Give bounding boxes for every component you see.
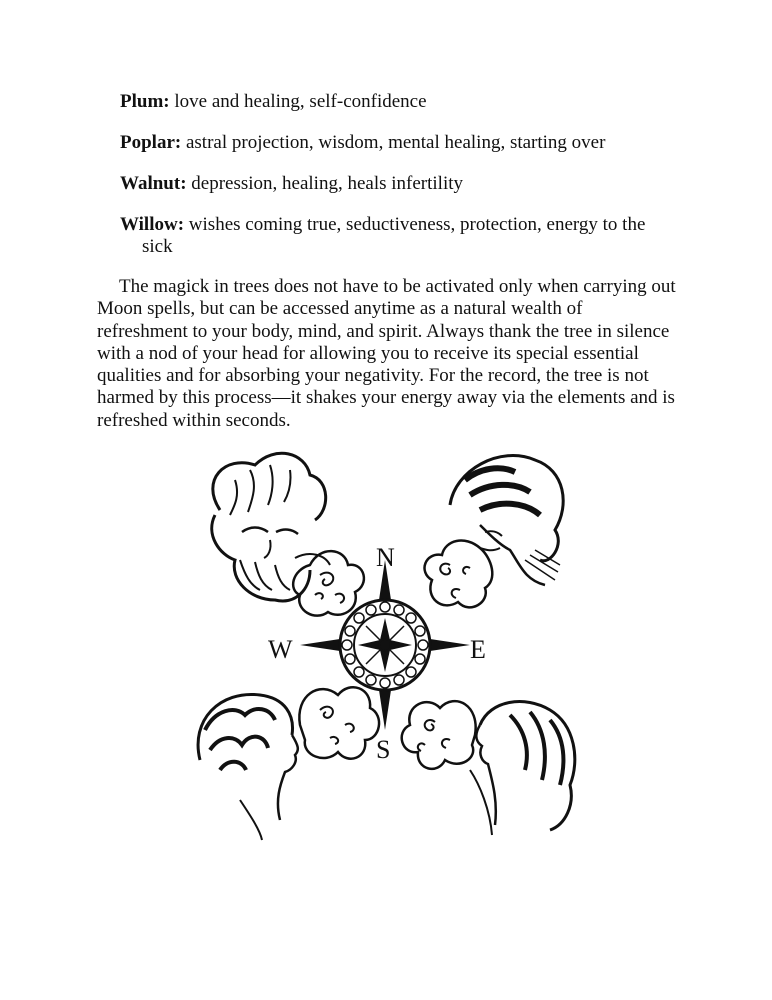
entry-term: Willow: — [120, 214, 185, 235]
compass-letter-north: N — [376, 543, 395, 572]
compass-letter-south: S — [376, 735, 391, 764]
entry-text: love and healing, self-confidence — [174, 91, 427, 112]
west-wind-woman-face — [198, 687, 379, 840]
entry-willow — [120, 214, 660, 258]
entry-text: depression, healing, heals infertility — [191, 173, 464, 194]
south-wind-woman-face — [402, 701, 575, 835]
east-wind-woman-face — [425, 456, 564, 608]
compass-letter-west: W — [268, 635, 293, 664]
entry-text: astral projection, wisdom, mental healing, starting over — [185, 132, 606, 153]
entry-plum — [120, 91, 660, 113]
entry-poplar — [120, 132, 660, 154]
entry-text-continued: sick — [142, 236, 173, 257]
four-winds-illustration — [180, 440, 600, 850]
entry-walnut — [120, 173, 660, 195]
entry-text: wishes coming true, seductiveness, protection, energy to the — [188, 214, 646, 235]
entry-term: Plum: — [120, 91, 170, 112]
entry-term: Poplar: — [120, 132, 182, 153]
entry-term: Walnut: — [120, 173, 187, 194]
compass-letter-east: E — [470, 635, 486, 664]
body-paragraph: The magick in trees does not have to be activated only when carrying out Moon spells, but can be accessed anytime as a natural wealth of refreshment to your body, mind, and spirit. Always thank the tree in silence with a nod of your head for allowing you to receive its special essential qualities and for absorbing your negativity. For the record, the tree is not harmed by this process—it shakes your energy away via the elements and is refreshed within seconds. — [97, 276, 676, 431]
north-wind-bearded-face — [212, 453, 364, 615]
